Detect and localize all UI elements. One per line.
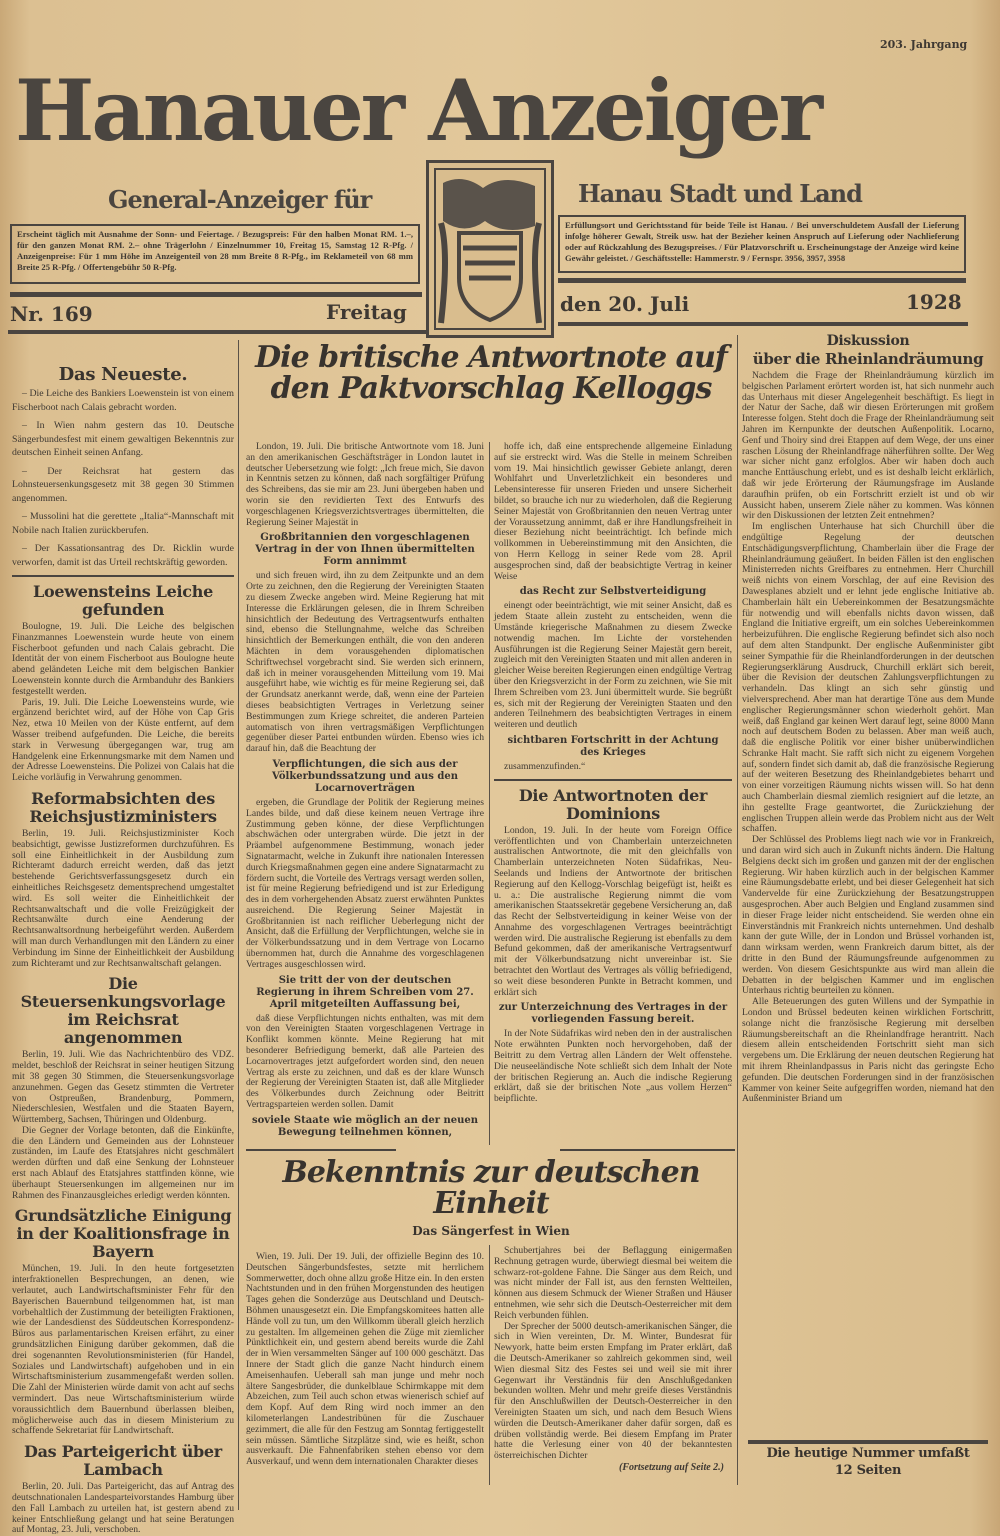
second-article-col1 — [246, 1252, 484, 1487]
paragraph: München, 19. Juli. In den heute fortgesetzten interfraktionellen Besprechungen, an denen, wie verlautet, auch Landwirtschaftsminister Fehr für den Bayerischen Bauernbund teilgenommen hat, ist man vorbehaltlich der Zustimmung der beteiligten Fraktionen, wie der Landesdienst des Süddeutschen Korrespondenz-Büros aus parlamentarischen Kreisen erfährt, zu einer grundsätzlichen Einigung darüber gekommen, daß die drei sogenannten Revolutionsministerien (für Handel, Soziales und Landwirtschaft) aufgehoben und in ein Wirtschaftsministerium zusammengefaßt werden sollen. Die Zahl der Ministerien würde damit von acht auf sechs vermindert. Das neue Wirtschaftsministerium würde voraussichtlich dem Bauernbund überlassen bleiben, möglicherweise auch das in diesem Ministerium zu schaffende Sekretariat für Landwirtschaft. — [12, 1263, 234, 1437]
divider — [560, 1149, 735, 1151]
column-divider — [489, 1245, 490, 1485]
legal-info-box: Erfüllungsort und Gerichtsstand für beide Teile ist Hanau. / Bei unverschuldetem Ausfall der Lieferung infolge höherer Gewalt, Streik usw. hat der Bezieher keinen Anspruch auf Lieferung oder Nachlieferung oder auf Rückzahlung des Bezugspreises. / Für Platzvorschrift u. Erscheinungstage der Anzeige wird keine Gewähr geleistet. / Geschäftsstelle: Hammerstr. 9 / Fernspr. 3956, 3957, 3958 — [558, 215, 966, 273]
divider — [12, 575, 234, 577]
article-justizminister — [12, 790, 234, 969]
paragraph: Berlin, 19. Juli. Reichsjustizminister Koch beabsichtigt, gewisse Justizreformen durchzuführen. Es soll eine Einheitlichkeit in der Ausbildung zum Richteramt dadurch erreicht werden, daß das jetzt bestehende Gerichtsverfassungsgesetz durch ein einheitliches Reichsgesetz dementsprechend umgestaltet wird. Es soll weiter die Einheitlichkeit der Rechtsanwaltschaft und die volle Freizügigkeit der Rechtsanwälte durch eine Aenderung der Rechtsanwaltsordnung herbeigeführt werden. Außerdem will man durch Verhandlungen mit den Ländern zu einer Verbindung im Sinne der Einheitlichkeit der Ausbildung zum Richteramt und zur Rechtsanwaltschaft gelangen. — [12, 827, 234, 969]
date-rule-left — [8, 330, 426, 334]
divider — [748, 1440, 988, 1444]
paragraph: In der Note Südafrikas wird neben den in der australischen Note erwähnten Punkten noch hervorgehoben, daß der Beitritt zu dem Vertrag allen Ländern der Welt offenstehe. Die neuseeländische Note schließt sich dem Inhalt der Note der britischen Regierung an. Auch die indische Regierung erklärt, daß sie der britischen Note „aus vollem Herzen“ beipflichte. — [494, 1028, 732, 1105]
divider — [246, 1149, 396, 1151]
paragraph: Boulogne, 19. Juli. Die Leiche des belgischen Finanzmannes Loewenstein wurde heute von einem Fischerboot gefunden und nach Calais gebracht. Die Identität der von einem Fischerboot aus Boulogne heute abend geländeten Leiche mit dem belgischen Bankier Loewenstein konnte durch die Armbanduhr des Bankiers festgestellt werden. — [12, 621, 234, 697]
article-lambach — [12, 1443, 234, 1536]
headline: Grundsätzliche Einigung in der Koalitionsfrage in Bayern — [14, 1206, 232, 1262]
kicker: Diskussion — [826, 333, 910, 349]
paragraph: und sich freuen wird, ihn zu dem Zeitpunkte und an dem Orte zu zeichnen, den die Regierung der Vereinigten Staaten zu diesem Zwecke angeben wird. Meine Regierung hat mit Interesse die Erklärungen gelesen, die in Ihrem Schreiben hinsichtlich der Bedeutung des Vertragsentwurfs enthalten sind, ebenso die Stellungnahme, welche das Schreiben hinsichtlich der Bemerkungen enthält, die von den anderen Mächten in dem vorausgehenden diplomatischen Schriftwechsel vorgebracht sind. Sie werden sich erinnern, daß ich in meiner vorausgehenden Mitteilung vom 19. Mai ausgeführt habe, wie wichtig es für meine Regierung sei, daß der Grundsatz anerkannt werde, daß, wenn eine der Parteien dieses beabsichtigten Vertrages in Verletzung seiner Bestimmungen zum Kriege schreitet, die anderen Parteien automatisch von ihren vertragsmäßigen Verpflichtungen gegenüber dieser Partei entbunden würden. Ebenso wies ich darauf hin, daß die Beachtung der — [246, 570, 484, 755]
highlight-line: sichtbaren Fortschritt in der Achtung des Krieges — [507, 734, 719, 758]
headline: Loewensteins Leiche gefunden — [33, 582, 213, 619]
issue-number: Nr. 169 — [10, 302, 93, 326]
column-divider — [238, 340, 239, 1510]
article-das-neueste — [12, 366, 234, 569]
coat-of-arms-icon — [429, 163, 551, 335]
column-divider — [489, 442, 490, 1145]
paragraph: Schubertjahres bei der Beflaggung einigermaßen Rechnung getragen wurde, überwiegt diesmal bei weitem die schwarz-rot-goldene Fahne. Die Sänger aus dem Reich, und was nicht minder der Fall ist, aus den fernsten Weltteilen, können aus diesem Schmuck der Wiener Straßen und Häuser entnehmen, wie sehr sich die Deutsch-Oesterreicher mit dem Reich verbunden fühlen. — [494, 1245, 732, 1321]
highlight-line: Verpflichtungen, die sich aus der Völkerbundssatzung und aus den Locarnoverträgen — [272, 758, 458, 794]
subtitle-right: Hanau Stadt und Land — [578, 179, 862, 208]
article-bayern — [12, 1207, 234, 1437]
year: 1928 — [906, 290, 962, 314]
subtitle-left: General-Anzeiger für — [108, 185, 372, 214]
paragraph: – In Wien nahm gestern das 10. Deutsche Sängerbundesfest mit einem gewaltigen Bekenntnis zur deutschen Einheit seinen Anfang. — [12, 420, 234, 458]
header-rule-left — [10, 292, 422, 297]
paragraph: Der Sprecher der 5000 deutsch-amerikanischen Sänger, die sich in Wien vereinten, Dr. M. Winter, Bundesrat für Newyork, hatte beim ersten Empfang im Prater erklärt, daß die Deutsch-Amerikaner so zahlreich gekommen sind, weil Wien diesmal Sitz des Festes sei und weil sie mit ihrer Gegenwart ihr Verständnis für den Anschlußgedanken bekunden wollten. Mehr und mehr greife dieses Verständnis für den Anschlußwillen der Deutsch-Oesterreicher in den Vereinigten Staaten um sich, und nach dem Besuch Wiens würden die Deutsch-Amerikaner daher dafür sorgen, daß es drüben vollständig werde. Bei diesem Empfang im Prater hatte die Verlesung einer von 40 der bekanntesten österreichischen Dichter — [494, 1320, 732, 1462]
weekday: Freitag — [326, 300, 407, 324]
paragraph: daß diese Verpflichtungen nichts enthalten, was mit dem von den Vereinigten Staaten vorgeschlagenen Vertrage in Konflikt kommen könnte. Meine Regierung hat mit besonderer Befriedigung bemerkt, daß alle Parteien des Locarnovertrages jetzt aufgefordert worden sind, den neuen Vertrag als erste zu zeichnen, und daß es der klare Wunsch der Regierung der Vereinigten Staaten ist, daß alle Mitglieder des Völkerbundes durch Zeichnung oder Beitritt Vertragsparteien werden sollen. Damit — [246, 1012, 484, 1111]
page-count-line1: Die heutige Nummer umfaßt — [766, 1446, 970, 1461]
paragraph: Die Gegner der Vorlage betonten, daß die Einkünfte, die den Ländern und Gemeinden aus der Lohnsteuer zuständen, im Laufe des Etatsjahres nicht geschmälert werden dürften und daß eine Senkung der Lohnsteuer erst nach Ablauf des Etatsjahres stattfinden könne, wie überhaupt Steuersenkungen im allgemeinen nur im Rahmen des Finanzausgleiches erledigt werden könnten. — [12, 1124, 234, 1201]
highlight-line: Großbritannien den vorgeschlagenen Vertrag in der von Ihnen übermittelten Form annimmt — [255, 532, 475, 568]
second-article-col2 — [494, 1245, 732, 1462]
right-column — [742, 332, 994, 1440]
article-loewenstein — [12, 583, 234, 784]
headline: Das Parteigericht über Lambach — [24, 1442, 222, 1480]
headline: Reformabsichten des Reichsjustizministers — [29, 788, 217, 826]
paragraph: Nachdem die Frage der Rheinlandräumung kürzlich im belgischen Parlament erörtert worden ist, hat sich nunmehr auch das Unterhaus mit dieser Angelegenheit beschäftigt. Es liegt in der Natur der Sache, daß wir diesen Erörterungen mit großem Interesse folgen. Steht doch die Frage der Rheinlandräumung seit Jahren im Kernpunkte der deutschen Außenpolitik. Locarno, Genf und Thoiry sind drei Etappen auf dem Wege, der uns einer raschen Lösung der Rheinlandfrage näherführen sollte. Der Weg war sicher nicht ganz erfolglos. Aber wir haben doch auch manche Enttäuschung erlebt, und es ist deshalb leicht erklärlich, daß wir jede Erörterung der Räumungsfrage im Auslande daraufhin prüfen, ob ein Fortschritt erzielt ist und ob wir Aussicht haben, unserem Ziele näher zu kommen. Was können wir den Diskussionen der letzten Zeit entnehmen? — [742, 370, 994, 522]
date-rule-right — [558, 322, 968, 326]
highlight-line: zur Unterzeichnung des Vertrages in der vorliegenden Fassung bereit. — [498, 1002, 728, 1026]
paragraph: einengt oder beeinträchtigt, wie mit seiner Ansicht, daß es jedem Staate allein zusteht zu entscheiden, wenn die Umstände kriegerische Maßnahmen zu diesem Zwecke notwendig machen. Im Lichte der vorstehenden Ausführungen ist die Regierung Seiner Majestät gern bereit, zugleich mit den Vereinigten Staaten und mit allen anderen in gleicher Weise bereiten Regierungen einen endgültige Vertrag über den Kriegsverzicht in der Form zu zeichnen, wie Sie mit Ihrem Schreiben vom 23. Juni übermittelt wurde. Sie begrüßt es, sich mit der Regierung der Vereinigten Staaten und den anderen Teilnehmern des beabsichtigten Vertrages in einem weiteren und deutlich — [494, 600, 732, 731]
paragraph: Berlin, 20. Juli. Das Parteigericht, das auf Antrag des deutschnationalen Landesparteivorstandes Hamburg über den Fall Lambach zu urteilen hat, ist gestern abend zu keiner Entschließung gelangt und hat seine Beratungen auf Montag, 23. Juli, verschoben. — [12, 1481, 234, 1536]
paragraph: – Mussolini hat die gerettete „Italia“-Mannschaft mit Nobile nach Italien zurückberufen. — [12, 511, 234, 536]
paragraph: zusammenzufinden.“ — [504, 760, 586, 772]
lead-headline: Die britische Antwortnote auf den Paktvorschlag Kelloggs — [255, 340, 727, 406]
subscription-info-box: Erscheint täglich mit Ausnahme der Sonn- und Feiertage. / Bezugspreis: Für den halben Monat RM. 1.–, für den ganzen Monat RM. 2.– ohne Trägerlohn / Einzelnummer 10, Freitag 15, Samstag 12 R-Pfg. / Anzeigenpreise: Für 1 mm Höhe im Anzeigenteil von 28 mm Breite 8 R-Pfg., im Reklameteil von 68 mm Breite 25 R-Pfg. / Offertengebühr 50 R-Pfg. — [10, 224, 420, 284]
paragraph: Berlin, 19. Juli. Wie das Nachrichtenbüro des VDZ. meldet, beschloß der Reichsrat in seiner heutigen Sitzung mit 38 gegen 30 Stimmen, die Steuersenkungsvorlage anzunehmen. Gegen das Gesetz stimmten die Vertreter von Ostpreußen, Brandenburg, Pommern, Niederschlesien, Westfalen und die Staaten Bayern, Württemberg, Sachsen, Thüringen und Oldenburg. — [12, 1049, 234, 1126]
paragraph: – Die Leiche des Bankiers Loewenstein ist von einem Fischerboot nach Calais gebracht worden. — [12, 388, 234, 413]
lead-article-col1 — [246, 442, 484, 1144]
paragraph: Wien, 19. Juli. Der 19. Juli, der offizielle Beginn des 10. Deutschen Sängerbundsfestes, setzte mit herrlichem Sommerwetter, doch ohne allzu große Hitze ein. In den ersten Nachtstunden und in den frühen Morgenstunden des heutigen Tages gehen die Sonderzüge aus Deutschland und Deutsch-Böhmen unausgesetzt ein. Die Empfangskomitees hatten alle Hände voll zu tun, um den Willkomm überall gleich herzlich zu gestalten. Im allgemeinen gehen die Züge mit ziemlicher Pünktlichkeit ein, und gestern abend bereits wurde die Zahl der in Wien versammelten Sänger auf 100 000 geschätzt. Das Innere der Stadt glich die ganze Nacht hindurch einem Ameisenhaufen. Ueberall sah man junge und mehr noch ältere Sangesbrüder, die dunkelblaue Schirmkappe mit dem Abzeichen, zum Teil auch schon etwas wienerisch schief auf dem Kopf. Auf dem Ring wird noch immer an den kilometerlangen Landestribünen für die Zuschauer gezimmert, die alle für den Festzug am Sonntag fertiggestellt sein müssen. Sämtliche Sitzplätze sind, wie es heißt, schon ausverkauft. Die Fahnenfabriken stehen ebenso vor dem Ausverkauf, und wenn dem internationalen Charakter dieses — [246, 1251, 484, 1468]
paragraph: London, 19. Juli. Die britische Antwortnote vom 18. Juni an den amerikanischen Geschäftsträger in London lautet in deutscher Uebersetzung wie folgt: „Ich freue mich, Sie davon in Kenntnis setzen zu können, daß nach sorgfältiger Prüfung des Schreibens, das sie mir am 23. Juni übergeben haben und worin sie den revidierten Text des Entwurfs des vorgeschlagenen Kriegsverzichtsvertrages übermittelten, die Regierung Seiner Majestät in — [246, 441, 484, 528]
lead-article-col2 — [494, 442, 732, 1144]
coat-of-arms-emblem — [426, 160, 554, 338]
paragraph: ergeben, die Grundlage der Politik der Regierung meines Landes bilde, und daß diese keinem neuen Vertrage ihre Zustimmung geben könne, der diese Verpflichtungen abschwächen oder untergraben würde. Die jetzt in der Präambel aufgenommene Bestimmung, wonach jeder Signatarmacht, welche in Zukunft ihre nationalen Interessen durch Kriegsmaßnahmen gegen eine andere Signatarmacht zu fördern sucht, die Vorteile des Vertrags versagt werden sollen, ist für meine Regierung befriedigend und ist zur Erledigung des in dem vorhergehenden Absatz zuerst erwähnten Punktes ausreichend. Die Regierung Seiner Majestät in Großbritannien ist nach reiflicher Ueberlegung nicht der Ansicht, daß die Erfüllung der Verpflichtungen, welche sie in der Völkerbundssatzung und in dem Vertrage von Locarno übernommen hat, durch die Annahme des vorgeschlagenen Vertrages ausgeschlossen wird. — [246, 796, 484, 970]
paragraph: – Der Reichsrat hat gestern das Lohnsteuersenkungsgesetz mit 38 gegen 30 Stimmen angenommen. — [12, 465, 234, 504]
left-column — [12, 338, 234, 1536]
paragraph: Paris, 19. Juli. Die Leiche Loewensteins wurde, wie ergänzend berichtet wird, auf der Höhe von Cap Gris Nez, etwa 10 Meilen von der Küste entfernt, auf dem Wasser treibend aufgefunden. Die Leiche, die bereits stark in Verwesung übergegangen war, trug am Handgelenk eine Erkennungsmarke mit dem Namen und der Adresse Loewensteins. Die Polizei von Calais hat die Leiche vorläufig in Verwahrung genommen. — [12, 696, 234, 784]
highlight-line: Sie tritt der von der deutschen Regierung in ihrem Schreiben vom 27. April mitgeteilten Auffassung bei, — [256, 974, 474, 1010]
headline: über die Rheinlandräumung — [752, 350, 984, 368]
second-subheadline: Das Sängerfest in Wien — [412, 1224, 570, 1238]
headline: Die Steuersenkungsvorlage im Reichsrat angenommen — [20, 974, 226, 1048]
subheadline: Die Antwortnoten der Dominions — [518, 785, 708, 823]
highlight-line: das Recht zur Selbstverteidigung — [519, 586, 707, 598]
divider — [494, 779, 732, 781]
date: den 20. Juli — [560, 292, 690, 316]
continued-note: (Fortsetzung auf Seite 2.) — [618, 1462, 724, 1473]
page-count-line2: 12 Seiten — [834, 1463, 902, 1478]
headline: Das Neueste. — [58, 364, 188, 385]
column-divider — [737, 335, 738, 1485]
paragraph: – Der Kassationsantrag des Dr. Ricklin wurde verworfen, damit ist das Urteil rechtskräftig geworden. — [12, 543, 234, 568]
paragraph: Im englischen Unterhause hat sich Churchill über die endgültige Regelung der deutschen Entschädigungsverpflichtung, Chamberlain über die Frage der Rheinlandräumung geäußert. In beiden Fällen ist den englischen Ministerreden nichts Greifbares zu entnehmen. Herr Churchill weiß nichts von einem Vorschlag, der auf eine Revision des Dawesplanes abzielt und er lehnt jede englische Initiative ab. Chamberlain hält ein Uebereinkommen der Besatzungsmächte für notwendig und will ebenfalls nichts davon wissen, daß England die Initiative ergreift, um ein solches Uebereinkommen herbeizuführen. Die englische Regierung befindet sich also noch auf dem alten Standpunkt. Der englische Außenminister gibt seiner Sympathie für die Rheinlandforderungen in der deutschen Regierungserklärung Ausdruck, Churchill erklärt sich bereit, über die Revision der deutschen Zahlungsverpflichtungen zu verhandeln. Das klingt an sich sehr günstig und vielversprechend. Aber man hat derartige Töne aus dem Munde englischer Regierungsmänner schon wiederholt gehört. Man weiß, daß England gar keinen Wert darauf legt, seine 8000 Mann noch auf deutschem Boden zu belassen. Aber man weiß auch, daß die englische Politik vor einer bisher unüberwindlichen Schranke Halt macht. Sie rafft sich nicht zu eigenem Vorgehen auf, sondern findet sich damit ab, daß die französische Regierung auf der weiteren Besetzung des Rheinlandgebietes beharrt und von einer vorzeitigen Räumung nichts wissen will. So hat denn auch Chamberlain diesmal ziemlich resigniert auf die letzte, an ihn gestellte Frage geantwortet, die Zurückziehung der englischen Truppen allein werde das Problem nicht aus der Welt schaffen. — [742, 521, 994, 835]
article-steuersenkung — [12, 975, 234, 1201]
highlight-line: soviele Staate wie möglich an der neuen Bewegung teilnehmen können, — [252, 1114, 478, 1138]
paragraph: Der Schlüssel des Problems liegt nach wie vor in Frankreich, und daran wird sich auch in Zukunft nichts ändern. Die Haltung Belgiens deckt sich im großen und ganzen mit der der englischen Regierung. Wir haben kürzlich auch in der belgischen Kammer eine Räumungsdebatte erlebt, und bei dieser Gelegenheit hat sich Vandervelde für eine Zurückziehung der Besatzungstruppen ausgesprochen. Aber auch Belgien und England zusammen sind in dieser Frage leider nicht entscheidend. Sie werden ohne ein Einverständnis mit Frankreich nichts unternehmen. Und deshalb kann der gute Wille, der in London und Brüssel vorhanden ist, dann wirksam werden, wenn Frankreich darum bittet, als der dritte in den Bund der Räumungsfreunde aufgenommen zu werden. Von diesem Gesichtspunkte aus wird man allein die Debatten in der belgischen Kammer und im englischen Unterhaus richtig beurteilen zu können. — [742, 834, 994, 997]
paragraph: hoffe ich, daß eine entsprechende allgemeine Einladung auf sie erstreckt wird. Was die Stelle in meinem Schreiben vom 19. Mai hinsichtlich gewisser Gebiete anlangt, deren Wohlfahrt und Unverletzlichkeit ein besonderes und Lebensinteresse für unseren Frieden und unsere Sicherheit bildet, so brauche ich nur zu wiederholen, daß die Regierung Seiner Majestät von Großbritannien den neuen Vertrag unter der Voraussetzung annimmt, daß er ihre Handlungsfreiheit in dieser Beziehung nicht beeinträchtigt. Ich befinde mich vollkommen in Uebereinstimmung mit den Ansichten, die von Herrn Kellogg in seiner Rede vom 28. April ausgesprochen sind, daß der beabsichtigte Vertrag in keiner Weise — [494, 441, 732, 582]
volume-label: 203. Jahrgang — [880, 38, 968, 51]
paragraph: London, 19. Juli. In der heute vom Foreign Office veröffentlichten und von Chamberlain unterzeichneten australischen Antwortnote, die mit den gleichfalls von Chamberlain unterzeichneten Noten Südafrikas, Neu-Seelands und Indiens der Antwortnote der britischen Regierung auf den Kellogg-Vorschlag beigefügt ist, heißt es u. a.: Die australische Regierung nimmt die vom amerikanischen Staatssekretär gegebene Versicherung an, daß das Recht der Selbstverteidigung in keiner Weise von der Annahme des vorgeschlagenen Vertrages beeinträchtigt werden wird. Die australische Regierung ist ebenfalls zu dem Befund gekommen, daß der amerikanische Vertragsentwurf mit der Völkerbundsatzung nicht unvereinbar ist. Sie betrachtet den Wortlaut des Vertrages als völlig befriedigend, so weit diese besonderen Punkte in Betracht kommen, und erklärt sich — [494, 824, 732, 998]
header-rule-right — [558, 278, 966, 283]
second-headline: Bekenntnis zur deutschen Einheit — [282, 1155, 700, 1221]
newspaper-title: Hanauer Anzeiger — [15, 61, 821, 160]
paragraph: Alle Beteuerungen des guten Willens und der Sympathie in London und Brüssel bedeuten keinen wirklichen Fortschritt, solange nicht die französische Regierung mit derselben Räumungsbereitschaft an die Rheinlandfrage herantritt. Nach diesem allein entscheidenden Fortschritt sieht man sich vergebens um. Die Erklärung der neuen deutschen Regierung hat mit ihrem Rheinlandpassus in Paris nicht das geringste Echo gefunden. Die deutschen Forderungen sind in der französischen Kammer von keiner Seite aufgegriffen worden, niemand hat den Außenminister Briand um — [742, 996, 994, 1105]
